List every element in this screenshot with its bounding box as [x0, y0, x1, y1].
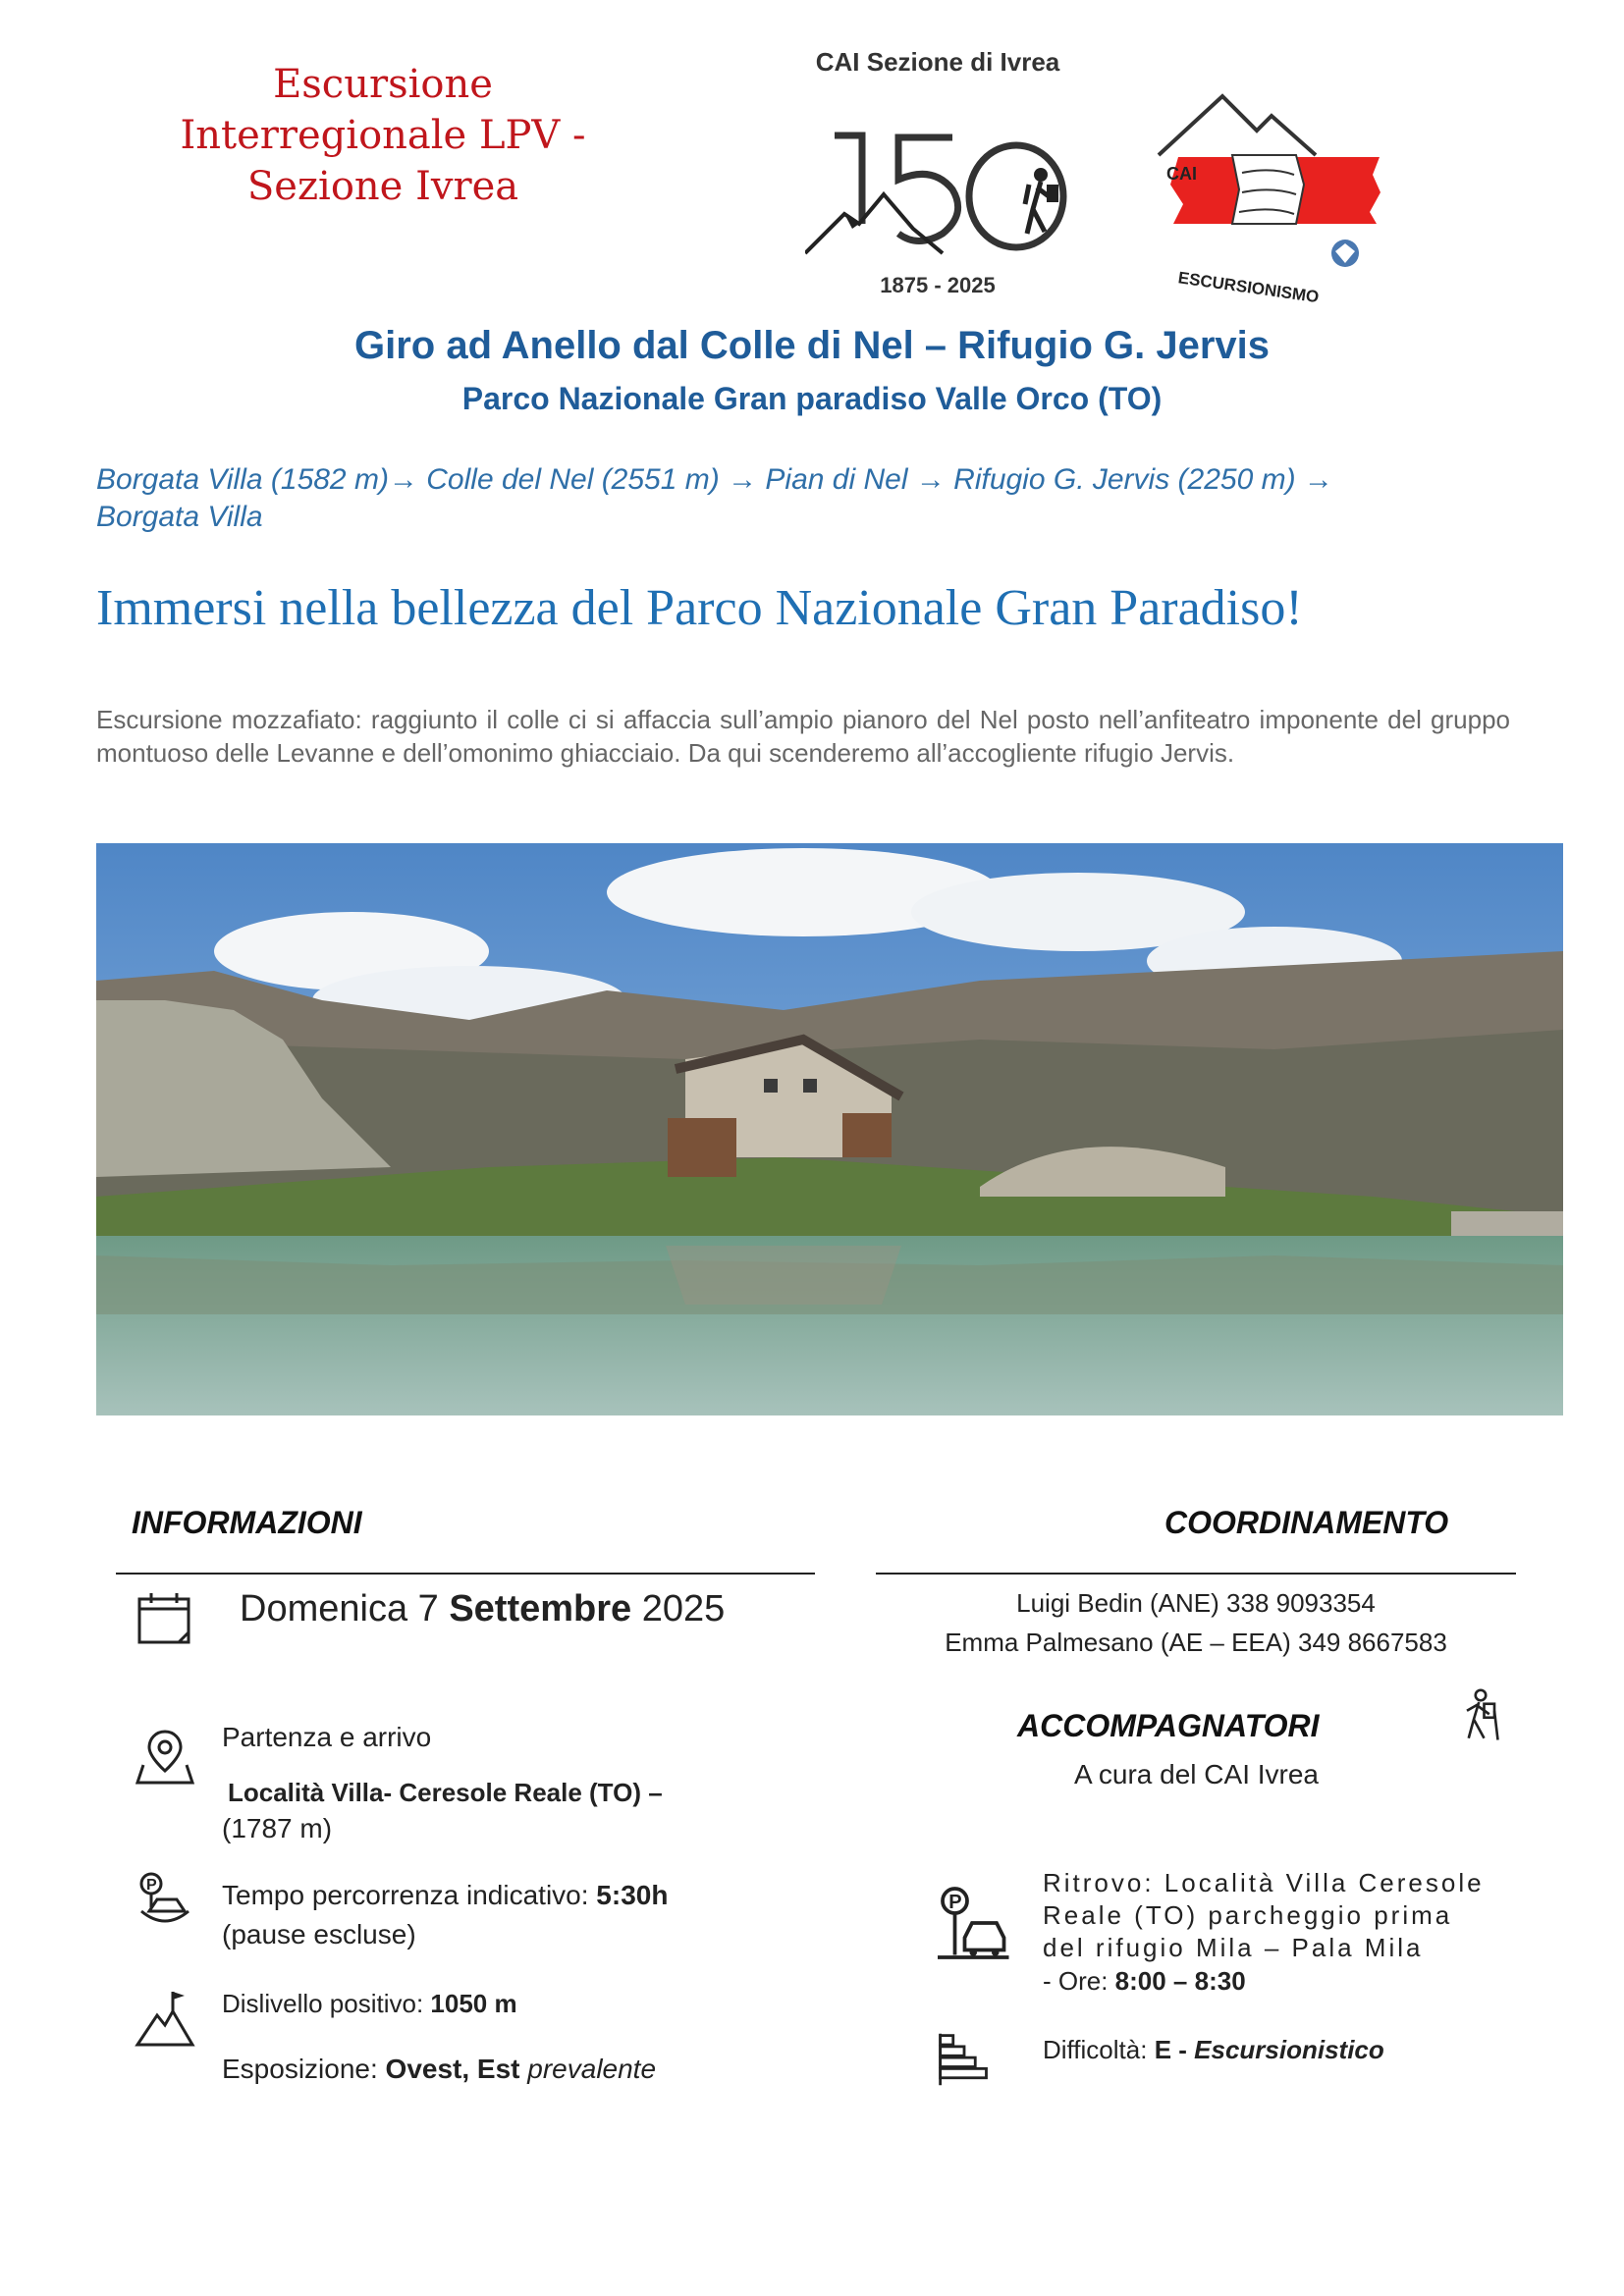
duration: [222, 1878, 668, 1913]
coordinator-1: Luigi Bedin (ANE) 338 9093354: [1016, 1588, 1376, 1618]
exposure-value: Ovest, Est: [385, 2054, 520, 2084]
meeting-parking-icon: [933, 1882, 1011, 1964]
coord-heading: COORDINAMENTO: [1164, 1505, 1449, 1540]
difficulty-label: Difficoltà:: [1043, 2035, 1155, 2064]
calendar-icon: [134, 1587, 196, 1650]
duration-note: (pause escluse): [222, 1919, 416, 1949]
difficulty: [1043, 2034, 1384, 2066]
map-pin-icon: [134, 1726, 196, 1789]
escursionismo-graphic: [1149, 86, 1394, 312]
exposure-label: Esposizione:: [222, 2054, 386, 2084]
headline: Immersi nella bellezza del Parco Nazionale Gran Paradiso!: [96, 580, 1303, 636]
logo-escursionismo-text: ESCURSIONISMO: [1176, 268, 1321, 307]
event-date: [240, 1588, 725, 1630]
elevation-label: Dislivello positivo:: [222, 1989, 431, 2018]
meeting-time-value: 8:00 – 8:30: [1114, 1966, 1246, 1996]
logo-years: 1875 - 2025: [880, 273, 996, 297]
main-title: Giro ad Anello dal Colle di Nel – Rifugio G. Jervis: [353, 324, 1271, 367]
date-month: Settembre: [449, 1588, 632, 1629]
date-year: 2025: [631, 1588, 726, 1629]
difficulty-chart-icon: [933, 2030, 996, 2089]
logo-top-text: CAI Sezione di Ivrea: [815, 47, 1060, 77]
logo-150-graphic: [805, 86, 1080, 263]
date-prefix: Domenica 7: [240, 1588, 450, 1629]
hiker-icon: [1453, 1686, 1508, 1745]
accomp-heading: ACCOMPAGNATORI: [1017, 1708, 1320, 1743]
logo-cai-text: CAI: [1166, 164, 1197, 184]
route-line-1: Borgata Villa (1582 m)→ Colle del Nel (2551 m) → Pian di Nel → Rifugio G. Jervis (2250 m) →: [96, 463, 1333, 496]
elevation-value: 1050 m: [430, 1989, 517, 2018]
elevation-gain: [222, 1988, 517, 2020]
info-divider: [116, 1573, 815, 1575]
meeting-line-1: Ritrovo: Località Villa Ceresole: [1043, 1868, 1485, 1897]
accomp-text: A cura del CAI Ivrea: [1074, 1759, 1320, 1789]
exposure: [222, 2052, 656, 2087]
intro-paragraph: Escursione mozzafiato: raggiunto il colle ci si affaccia sull’ampio pianoro del Nel posto nell’anfiteatro imponente del gruppo montuoso delle Levanne e dell’omonimo ghiacciaio. Da qui scenderemo all’accogliente rifugio Jervis.: [96, 705, 1510, 768]
event-title-line-2: Interregionale LPV -: [180, 113, 586, 158]
route-line-2: Borgata Villa: [96, 501, 263, 533]
event-title-line-3: Sezione Ivrea: [246, 164, 519, 209]
meeting-line-2: Reale (TO) parcheggio prima: [1043, 1900, 1453, 1930]
cai-escursionismo-logo: [1149, 86, 1394, 312]
duration-value: 5:30h: [596, 1880, 669, 1910]
start-altitude: (1787 m): [222, 1813, 333, 1843]
meeting-line-3: del rifugio Mila – Pala Mila: [1043, 1933, 1424, 1962]
difficulty-value: E -: [1154, 2035, 1195, 2064]
parking-car-icon: [134, 1868, 196, 1931]
svg-text:P: P: [948, 1892, 962, 1913]
info-heading: INFORMAZIONI: [132, 1505, 362, 1540]
route-description: [96, 461, 1530, 536]
mountain-flag-icon: [134, 1988, 196, 2051]
start-label: Partenza e arrivo: [222, 1722, 432, 1752]
sub-title: Parco Nazionale Gran paradiso Valle Orco (TO): [461, 381, 1163, 416]
meeting-time: [1043, 1965, 1246, 1998]
start-place: Località Villa- Ceresole Reale (TO) –: [228, 1778, 663, 1807]
duration-label: Tempo percorrenza indicativo:: [222, 1880, 597, 1910]
event-title-line-1: Escursione: [273, 62, 493, 107]
cai-150-logo: [785, 47, 1090, 302]
coordinator-2: Emma Palmesano (AE – EEA) 349 8667583: [945, 1628, 1447, 1657]
difficulty-desc: Escursionistico: [1194, 2035, 1384, 2064]
coord-divider: [876, 1573, 1516, 1575]
exposure-note: prevalente: [519, 2054, 657, 2084]
svg-text:P: P: [146, 1877, 157, 1894]
rifugio-photo: [96, 843, 1563, 1415]
meeting-time-label: - Ore:: [1043, 1966, 1115, 1996]
event-title: [118, 59, 648, 212]
